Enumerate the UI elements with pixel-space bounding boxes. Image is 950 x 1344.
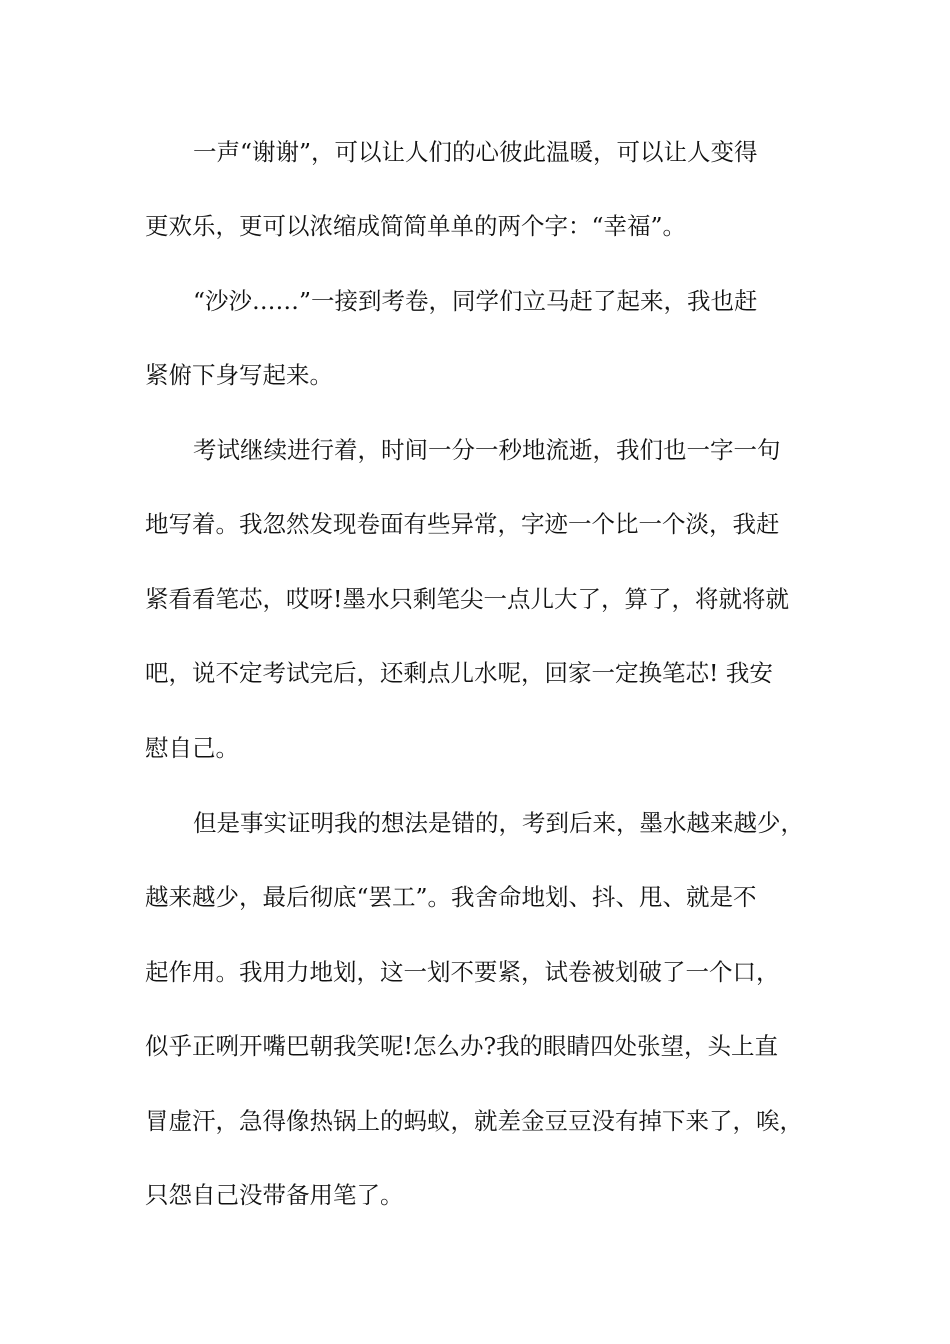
text-line: 冒虚汗，急得像热锅上的蚂蚁，就差金豆豆没有掉下来了，唉， [145, 1107, 803, 1135]
text-line: 紧看看笔芯，哎呀!墨水只剩笔尖一点儿大了，算了，将就将就 [145, 585, 789, 613]
text-line: 更欢乐，更可以浓缩成简简单单的两个字：“幸福”。 [145, 212, 687, 240]
text-line: 地写着。我忽然发现卷面有些异常，字迹一个比一个淡，我赶 [145, 510, 780, 538]
text-line: 慰自己。 [145, 734, 239, 762]
text-line: 紧俯下身写起来。 [145, 361, 333, 389]
text-line: 越来越少，最后彻底“罢工”。我舍命地划、抖、甩、就是不 [145, 883, 757, 911]
text-line: 似乎正咧开嘴巴朝我笑呢!怎么办?我的眼睛四处张望，头上直 [145, 1032, 779, 1060]
text-line: 考试继续进行着，时间一分一秒地流逝，我们也一字一句 [193, 436, 781, 464]
text-line: “沙沙……”一接到考卷，同学们立马赶了起来，我也赶 [193, 287, 758, 315]
text-line: 一声“谢谢”，可以让人们的心彼此温暖，可以让人变得 [193, 138, 758, 166]
text-line: 只怨自己没带备用笔了。 [145, 1181, 404, 1209]
text-line: 起作用。我用力地划，这一划不要紧，试卷被划破了一个口， [145, 958, 780, 986]
text-line: 吧，说不定考试完后，还剩点儿水呢，回家一定换笔芯! 我安 [145, 659, 773, 687]
text-line: 但是事实证明我的想法是错的，考到后来，墨水越来越少， [193, 809, 804, 837]
